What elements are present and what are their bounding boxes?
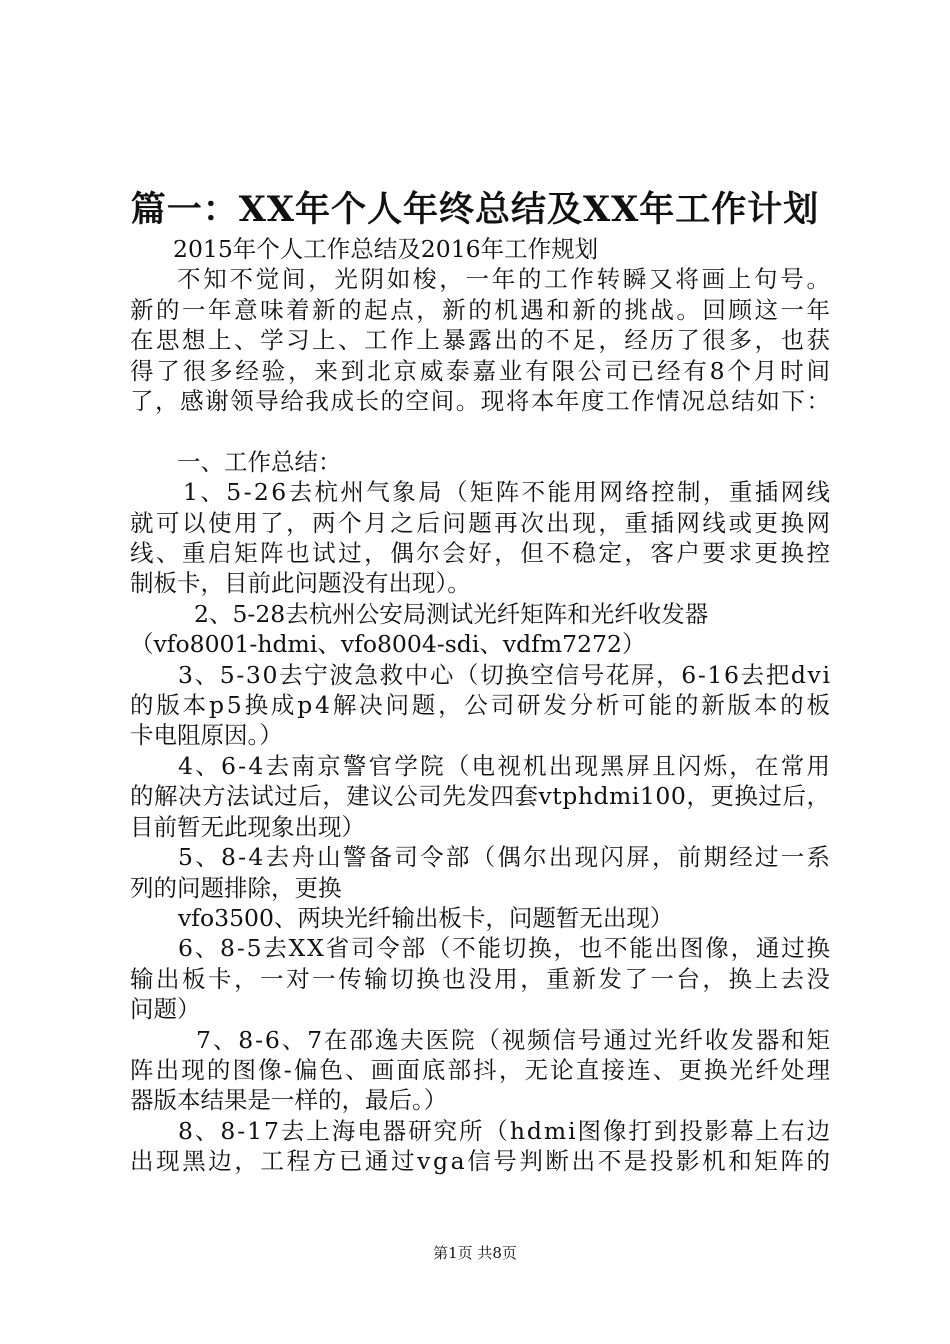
body-line: 2、5-28去杭州公安局测试光纤矩阵和光纤收发器 — [194, 599, 709, 628]
body-line: 卡电阻原因。） — [130, 721, 283, 750]
body-line: 线、重启矩阵也试过，偶尔会好，但不稳定，客户要求更换控 — [130, 539, 833, 568]
body-line: （vfo8001-hdmi、vfo8004-sdi、vdfm7272） — [130, 630, 646, 659]
body-line: 器版本结果是一样的，最后。） — [130, 1086, 448, 1115]
body-line: 列的问题排除，更换 — [130, 873, 342, 902]
body-line: 就可以使用了，两个月之后问题再次出现，重插网线或更换网 — [130, 508, 833, 537]
body-line: 问题） — [130, 995, 201, 1024]
body-line: vfo3500、两块光纤输出板卡，问题暂无出现） — [178, 903, 674, 932]
body-line: 6、8-5去XX省司令部（不能切换，也不能出图像，通过换 — [178, 934, 832, 963]
body-line: 4、6-4去南京警官学院（电视机出现黑屏且闪烁，在常用 — [178, 751, 833, 780]
page-footer: 第1页 共8页 — [433, 1244, 517, 1262]
document-body — [130, 234, 833, 1177]
body-line: 制板卡，目前此问题没有出现）。 — [130, 569, 471, 598]
body-line: 在思想上、学习上、工作上暴露出的不足，经历了很多，也获 — [130, 326, 833, 355]
body-line: 3、5-30去宁波急救中心（切换空信号花屏，6-16去把dvi — [178, 660, 832, 689]
body-line: 7、8-6、7在邵逸夫医院（视频信号通过光纤收发器和矩 — [196, 1025, 832, 1054]
body-line: 输出板卡，一对一传输切换也没用，重新发了一台，换上去没 — [130, 964, 833, 993]
body-line: 1、5-26去杭州气象局（矩阵不能用网络控制，重插网线 — [183, 478, 833, 507]
body-line: 得了很多经验，来到北京威泰嘉业有限公司已经有8个月时间 — [130, 356, 833, 385]
body-line: 5、8-4去舟山警备司令部（偶尔出现闪屏，前期经过一系 — [178, 843, 833, 872]
body-line: 不知不觉间，光阴如梭，一年的工作转瞬又将画上句号。 — [177, 265, 833, 294]
blank-line — [130, 416, 830, 446]
body-line: 出现黑边，工程方已通过vga信号判断出不是投影机和矩阵的 — [130, 1147, 833, 1176]
body-line: 目前暂无此现象出现） — [130, 812, 365, 841]
body-line: 的解决方法试过后，建议公司先发四套vtphdmi100，更换过后， — [130, 782, 831, 811]
body-line: 新的一年意味着新的起点，新的机遇和新的挑战。回顾这一年 — [130, 295, 833, 324]
body-line: 一、工作总结： — [177, 447, 342, 476]
body-line: 2015年个人工作总结及2016年工作规划 — [173, 235, 599, 263]
body-line: 了，感谢领导给我成长的空间。现将本年度工作情况总结如下： — [130, 387, 832, 416]
body-line: 8、8-17去上海电器研究所（hdmi图像打到投影幕上右边 — [178, 1116, 832, 1145]
body-line: 的版本p5换成p4解决问题，公司研发分析可能的新版本的板 — [130, 691, 833, 720]
document-title: 篇一：XX年个人年终总结及XX年工作计划 — [130, 189, 820, 230]
body-line: 阵出现的图像-偏色、画面底部抖，无论直接连、更换光纤处理 — [130, 1055, 833, 1084]
